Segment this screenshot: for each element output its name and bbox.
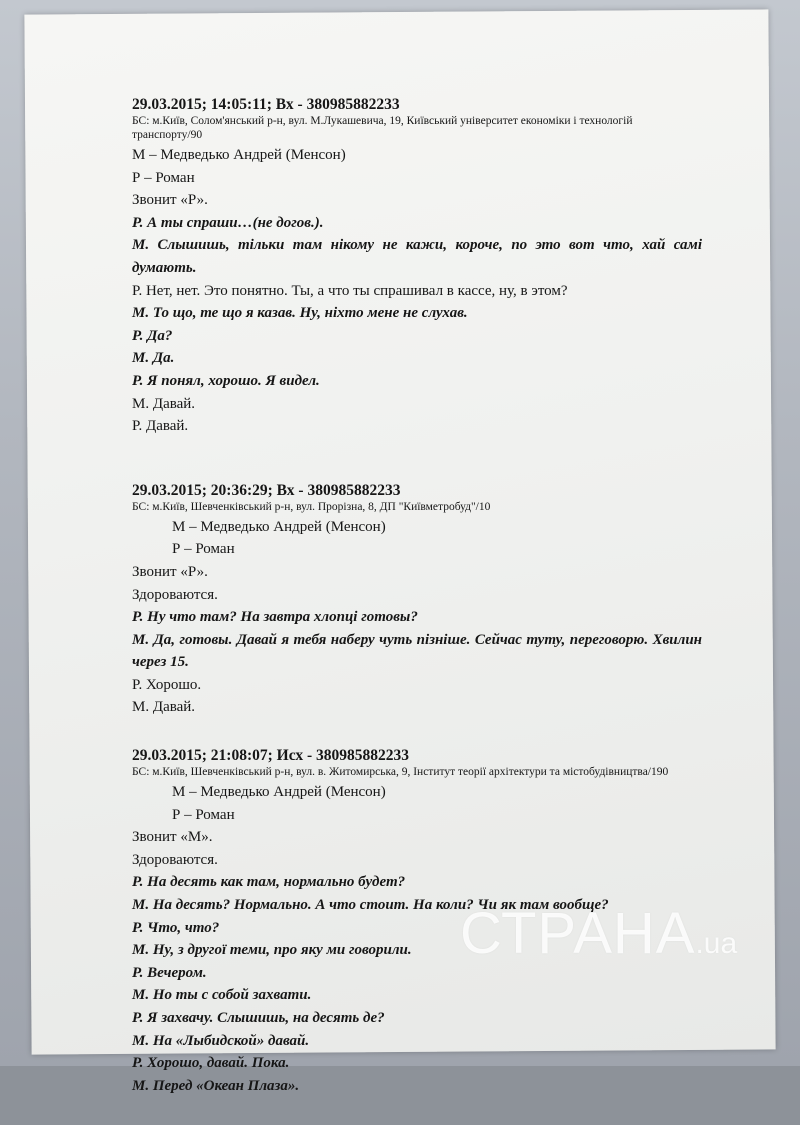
line: М. Перед «Океан Плаза». bbox=[132, 1077, 300, 1094]
call-record-1 bbox=[132, 96, 702, 438]
line: Р. Ну что там? На завтра хлопці готовы? bbox=[132, 609, 418, 626]
participant-r: Р – Роман bbox=[172, 541, 235, 558]
line: М. Слышишь, тільки там нікому не кажи, короче, по это вот что, хай самі думають. bbox=[132, 237, 702, 276]
transcript-document bbox=[132, 96, 702, 1125]
line: Звонит «Р». bbox=[132, 192, 208, 209]
participant-r: Р – Роман bbox=[132, 169, 195, 186]
call-header: 29.03.2015; 21:08:07; Исх - 380985882233 bbox=[132, 747, 410, 765]
line: Р. Что, что? bbox=[132, 919, 220, 936]
watermark-main: СТРАНА bbox=[460, 901, 696, 966]
base-station-info: БС: м.Київ, Солом'янський р-н, вул. М.Лукашевича, 19, Київський університет економіки і технологій транспорту/90 bbox=[132, 115, 633, 141]
line: Р. Давай. bbox=[132, 418, 189, 435]
participant-m: М – Медведько Андрей (Менсон) bbox=[172, 518, 386, 535]
call-record-2 bbox=[132, 482, 702, 719]
call-header: 29.03.2015; 20:36:29; Вх - 380985882233 bbox=[132, 481, 401, 499]
line: М. Но ты с собой захвати. bbox=[132, 987, 312, 1004]
base-station-info: БС: м.Київ, Шевченківський р-н, вул. в. Житомирська, 9, Інститут теорії архітектури та містобудівництва/190 bbox=[132, 766, 669, 779]
line: М. То що, те що я казав. Ну, ніхто мене не слухав. bbox=[132, 305, 468, 322]
line: Р. Хорошо, давай. Пока. bbox=[132, 1055, 290, 1072]
line: Р. Вечером. bbox=[132, 964, 207, 981]
line: Р. На десять как там, нормально будет? bbox=[132, 874, 406, 891]
line: М. Ну, з другої теми, про яку ми говорили. bbox=[132, 942, 412, 959]
line: М. Давай. bbox=[132, 699, 196, 716]
line: Р. А ты спраши…(не догов.). bbox=[132, 214, 324, 231]
line: Здороваются. bbox=[132, 586, 218, 603]
line: Р. Я понял, хорошо. Я видел. bbox=[132, 372, 320, 389]
line: Р. Хорошо. bbox=[132, 676, 202, 693]
line: М. Да. bbox=[132, 350, 175, 367]
line: Звонит «Р». bbox=[132, 563, 208, 580]
line: М. На «Лыбидской» давай. bbox=[132, 1032, 310, 1049]
line: Р. Нет, нет. Это понятно. Ты, а что ты спрашивал в кассе, ну, в этом? bbox=[132, 282, 568, 299]
participant-r: Р – Роман bbox=[172, 806, 235, 823]
watermark-suffix: .ua bbox=[695, 927, 738, 960]
base-station-info: БС: м.Київ, Шевченківський р-н, вул. Прорізна, 8, ДП "Київметробуд"/10 bbox=[132, 500, 491, 513]
strana-watermark-logo bbox=[460, 900, 780, 967]
participant-m: М – Медведько Андрей (Менсон) bbox=[132, 147, 346, 163]
participant-m: М – Медведько Андрей (Менсон) bbox=[172, 784, 386, 801]
line: Звонит «М». bbox=[132, 829, 213, 846]
line: Р. Да? bbox=[132, 327, 173, 344]
line: М. На десять? Нормально. А что стоит. На коли? Чи як там вообще? bbox=[132, 897, 609, 914]
line: Р. Я захвачу. Слышишь, на десять де? bbox=[132, 1010, 385, 1026]
line: М. Давай. bbox=[132, 395, 196, 412]
call-header: 29.03.2015; 14:05:11; Вх - 380985882233 bbox=[132, 96, 400, 113]
line: Здороваются. bbox=[132, 851, 218, 868]
line: М. Да, готовы. Давай я тебя наберу чуть пізніше. Сейчас туту, переговорю. Хвилин через 15. bbox=[132, 631, 702, 671]
